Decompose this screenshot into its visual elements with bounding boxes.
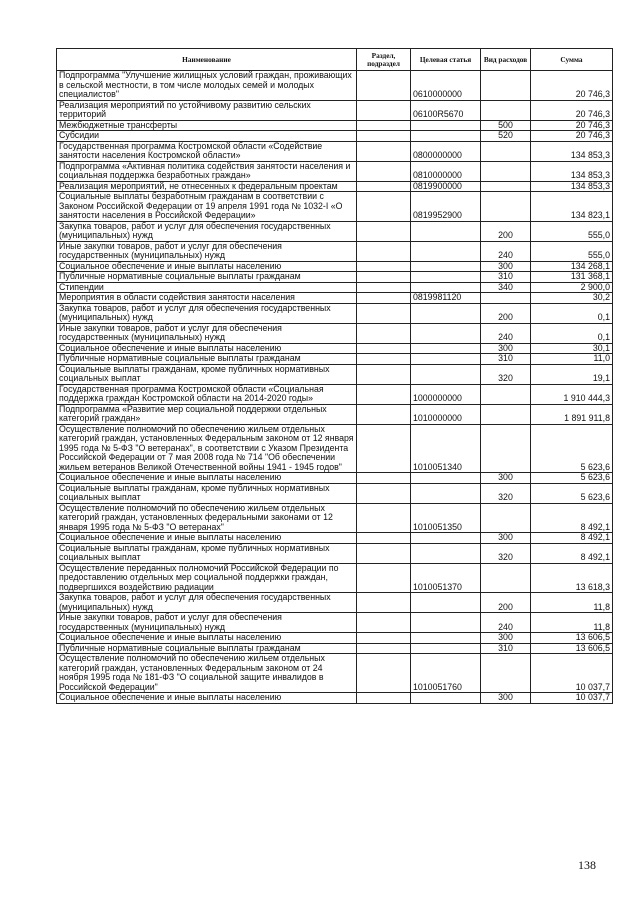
cell-kind: 240 xyxy=(481,613,531,633)
cell-name: Публичные нормативные социальные выплаты гражданам xyxy=(57,643,357,654)
cell-sum: 134 853,3 xyxy=(531,161,613,181)
cell-name: Социальные выплаты гражданам, кроме публичных нормативных социальных выплат xyxy=(57,364,357,384)
table-row xyxy=(57,221,613,241)
cell-target xyxy=(411,483,481,503)
table-row xyxy=(57,192,613,222)
cell-sum: 555,0 xyxy=(531,221,613,241)
cell-target xyxy=(411,120,481,131)
cell-sum: 5 623,6 xyxy=(531,473,613,484)
cell-sum: 20 746,3 xyxy=(531,71,613,101)
cell-target xyxy=(411,323,481,343)
cell-sum: 8 492,1 xyxy=(531,503,613,533)
page-number: 138 xyxy=(578,858,596,872)
cell-section xyxy=(357,282,411,293)
cell-target: 1010051350 xyxy=(411,503,481,533)
table-row xyxy=(57,563,613,593)
cell-section xyxy=(357,272,411,283)
cell-kind xyxy=(481,563,531,593)
cell-sum: 2 900,0 xyxy=(531,282,613,293)
cell-target: 06100R5670 xyxy=(411,100,481,120)
table-row xyxy=(57,261,613,272)
cell-sum: 11,8 xyxy=(531,593,613,613)
cell-target xyxy=(411,693,481,704)
table-row xyxy=(57,404,613,424)
table-row xyxy=(57,633,613,644)
cell-name: Реализация мероприятий по устойчивому развитию сельских территорий xyxy=(57,100,357,120)
cell-name: Межбюджетные трансферты xyxy=(57,120,357,131)
table-row xyxy=(57,131,613,142)
table-header-row xyxy=(57,49,613,71)
table-row xyxy=(57,272,613,283)
cell-name: Социальные выплаты гражданам, кроме публичных нормативных социальных выплат xyxy=(57,543,357,563)
cell-kind: 240 xyxy=(481,241,531,261)
cell-name: Осуществление полномочий по обеспечению жильем отдельных категорий граждан, установленных Федеральным законом от 12 января 1995 года № 5-ФЗ "О ветеранах", в соответствии с Указом Президента Российской Федерации от 7 мая 2008 года № 714 "Об обеспечении жильем ветеранов Великой Отечественной войны 1941 - 1945 годов" xyxy=(57,424,357,473)
cell-target: 0810000000 xyxy=(411,161,481,181)
cell-sum: 0,1 xyxy=(531,323,613,343)
cell-name: Подпрограмма "Улучшение жилищных условий граждан, проживающих в сельской местности, в том числе молодых семей и молодых специалистов" xyxy=(57,71,357,101)
cell-name: Мероприятия в области содействия занятости населения xyxy=(57,293,357,304)
cell-target xyxy=(411,131,481,142)
cell-section xyxy=(357,141,411,161)
cell-kind xyxy=(481,161,531,181)
cell-name: Закупка товаров, работ и услуг для обеспечения государственных (муниципальных) нужд xyxy=(57,593,357,613)
cell-sum: 134 823,1 xyxy=(531,192,613,222)
cell-section xyxy=(357,120,411,131)
cell-target xyxy=(411,241,481,261)
table-row xyxy=(57,613,613,633)
cell-name: Социальные выплаты гражданам, кроме публичных нормативных социальных выплат xyxy=(57,483,357,503)
cell-target xyxy=(411,364,481,384)
cell-kind: 300 xyxy=(481,533,531,544)
cell-section xyxy=(357,424,411,473)
table-body xyxy=(57,71,613,704)
cell-section xyxy=(357,241,411,261)
cell-sum: 8 492,1 xyxy=(531,543,613,563)
cell-name: Государственная программа Костромской области «Содействие занятости населения Костромской области» xyxy=(57,141,357,161)
table-row xyxy=(57,593,613,613)
cell-kind: 320 xyxy=(481,364,531,384)
cell-target xyxy=(411,303,481,323)
cell-name: Осуществление полномочий по обеспечению жильем отдельных категорий граждан, установленных Федеральным законом от 24 ноября 1995 года № 181-ФЗ "О социальной защите инвалидов в Российской Федерации" xyxy=(57,654,357,693)
cell-target: 0819900000 xyxy=(411,181,481,192)
header-name: Наименование xyxy=(57,49,357,71)
cell-name: Социальное обеспечение и иные выплаты населению xyxy=(57,261,357,272)
cell-target xyxy=(411,633,481,644)
cell-kind: 320 xyxy=(481,483,531,503)
cell-kind xyxy=(481,654,531,693)
cell-sum: 1 910 444,3 xyxy=(531,384,613,404)
cell-section xyxy=(357,593,411,613)
cell-sum: 1 891 911,8 xyxy=(531,404,613,424)
cell-target xyxy=(411,221,481,241)
cell-section xyxy=(357,161,411,181)
cell-name: Социальное обеспечение и иные выплаты населению xyxy=(57,633,357,644)
table-row xyxy=(57,141,613,161)
cell-kind xyxy=(481,100,531,120)
cell-kind: 310 xyxy=(481,272,531,283)
cell-name: Подпрограмма «Развитие мер социальной поддержки отдельных категорий граждан» xyxy=(57,404,357,424)
table-row xyxy=(57,533,613,544)
cell-kind: 300 xyxy=(481,693,531,704)
cell-kind: 200 xyxy=(481,221,531,241)
cell-kind xyxy=(481,503,531,533)
cell-sum: 19,1 xyxy=(531,364,613,384)
cell-kind: 300 xyxy=(481,261,531,272)
cell-sum: 20 746,3 xyxy=(531,100,613,120)
cell-target: 0819981120 xyxy=(411,293,481,304)
table-row xyxy=(57,354,613,365)
cell-section xyxy=(357,221,411,241)
cell-target xyxy=(411,473,481,484)
cell-section xyxy=(357,693,411,704)
cell-kind xyxy=(481,71,531,101)
cell-section xyxy=(357,384,411,404)
cell-section xyxy=(357,293,411,304)
cell-kind: 310 xyxy=(481,354,531,365)
table-row xyxy=(57,364,613,384)
cell-target: 1010051370 xyxy=(411,563,481,593)
cell-sum: 13 618,3 xyxy=(531,563,613,593)
table-row xyxy=(57,343,613,354)
cell-kind xyxy=(481,192,531,222)
table-row xyxy=(57,693,613,704)
cell-section xyxy=(357,303,411,323)
cell-section xyxy=(357,181,411,192)
table-row xyxy=(57,100,613,120)
table-row xyxy=(57,543,613,563)
cell-name: Стипендии xyxy=(57,282,357,293)
table-row xyxy=(57,181,613,192)
table-row xyxy=(57,643,613,654)
header-section: Раздел, подраздел xyxy=(357,49,411,71)
cell-target: 0800000000 xyxy=(411,141,481,161)
cell-kind: 300 xyxy=(481,343,531,354)
cell-section xyxy=(357,483,411,503)
cell-target xyxy=(411,643,481,654)
cell-sum: 8 492,1 xyxy=(531,533,613,544)
cell-target xyxy=(411,354,481,365)
cell-kind: 340 xyxy=(481,282,531,293)
cell-section xyxy=(357,633,411,644)
cell-name: Иные закупки товаров, работ и услуг для обеспечения государственных (муниципальных) нужд xyxy=(57,323,357,343)
cell-target xyxy=(411,593,481,613)
cell-target xyxy=(411,282,481,293)
table-row xyxy=(57,424,613,473)
table-row xyxy=(57,241,613,261)
cell-section xyxy=(357,643,411,654)
cell-section xyxy=(357,533,411,544)
cell-name: Закупка товаров, работ и услуг для обеспечения государственных (муниципальных) нужд xyxy=(57,221,357,241)
cell-kind: 200 xyxy=(481,303,531,323)
cell-name: Реализация мероприятий, не отнесенных к федеральным проектам xyxy=(57,181,357,192)
table-row xyxy=(57,282,613,293)
cell-section xyxy=(357,473,411,484)
budget-sheet xyxy=(56,48,612,704)
cell-kind: 310 xyxy=(481,643,531,654)
table-row xyxy=(57,120,613,131)
cell-section xyxy=(357,261,411,272)
cell-name: Субсидии xyxy=(57,131,357,142)
cell-kind: 320 xyxy=(481,543,531,563)
table-row xyxy=(57,483,613,503)
cell-sum: 134 853,3 xyxy=(531,141,613,161)
cell-section xyxy=(357,613,411,633)
cell-section xyxy=(357,503,411,533)
cell-sum: 0,1 xyxy=(531,303,613,323)
cell-name: Иные закупки товаров, работ и услуг для обеспечения государственных (муниципальных) нужд xyxy=(57,613,357,633)
cell-target: 1010000000 xyxy=(411,404,481,424)
cell-sum: 5 623,6 xyxy=(531,424,613,473)
header-target: Целевая статья xyxy=(411,49,481,71)
cell-name: Социальные выплаты безработным гражданам в соответствии с Законом Российской Федерации от 19 апреля 1991 года № 1032-I «О занятости населения в Российской Федерации» xyxy=(57,192,357,222)
cell-kind: 300 xyxy=(481,633,531,644)
cell-sum: 10 037,7 xyxy=(531,654,613,693)
cell-section xyxy=(357,323,411,343)
cell-kind: 520 xyxy=(481,131,531,142)
cell-sum: 13 606,5 xyxy=(531,643,613,654)
cell-section xyxy=(357,131,411,142)
cell-section xyxy=(357,654,411,693)
cell-sum: 30,1 xyxy=(531,343,613,354)
cell-kind: 500 xyxy=(481,120,531,131)
cell-section xyxy=(357,100,411,120)
cell-name: Закупка товаров, работ и услуг для обеспечения государственных (муниципальных) нужд xyxy=(57,303,357,323)
cell-target xyxy=(411,261,481,272)
cell-name: Подпрограмма «Активная политика содействия занятости населения и социальная поддержка безработных граждан» xyxy=(57,161,357,181)
cell-section xyxy=(357,364,411,384)
cell-sum: 5 623,6 xyxy=(531,483,613,503)
cell-target: 1000000000 xyxy=(411,384,481,404)
cell-name: Публичные нормативные социальные выплаты гражданам xyxy=(57,354,357,365)
cell-kind xyxy=(481,424,531,473)
cell-name: Государственная программа Костромской области «Социальная поддержка граждан Костромской области на 2014-2020 годы» xyxy=(57,384,357,404)
cell-name: Осуществление переданных полномочий Российской Федерации по предоставлению отдельных мер социальной поддержки граждан, подвергшихся воздействию радиации xyxy=(57,563,357,593)
table-row xyxy=(57,323,613,343)
cell-section xyxy=(357,192,411,222)
cell-sum: 555,0 xyxy=(531,241,613,261)
cell-section xyxy=(357,343,411,354)
cell-section xyxy=(357,404,411,424)
cell-sum: 30,2 xyxy=(531,293,613,304)
cell-target: 0819952900 xyxy=(411,192,481,222)
budget-table xyxy=(56,48,613,704)
cell-kind xyxy=(481,141,531,161)
table-row xyxy=(57,293,613,304)
header-sum: Сумма xyxy=(531,49,613,71)
cell-section xyxy=(357,543,411,563)
cell-kind xyxy=(481,384,531,404)
cell-target: 1010051340 xyxy=(411,424,481,473)
cell-target: 0610000000 xyxy=(411,71,481,101)
cell-kind: 200 xyxy=(481,593,531,613)
header-kind: Вид расходов xyxy=(481,49,531,71)
cell-name: Социальное обеспечение и иные выплаты населению xyxy=(57,473,357,484)
cell-target xyxy=(411,543,481,563)
table-row xyxy=(57,71,613,101)
cell-sum: 20 746,3 xyxy=(531,120,613,131)
cell-sum: 13 606,5 xyxy=(531,633,613,644)
cell-name: Социальное обеспечение и иные выплаты населению xyxy=(57,693,357,704)
cell-name: Социальное обеспечение и иные выплаты населению xyxy=(57,343,357,354)
table-row xyxy=(57,161,613,181)
cell-target xyxy=(411,343,481,354)
cell-sum: 131 368,1 xyxy=(531,272,613,283)
cell-sum: 134 853,3 xyxy=(531,181,613,192)
table-row xyxy=(57,384,613,404)
table-row xyxy=(57,503,613,533)
cell-kind xyxy=(481,404,531,424)
cell-name: Социальное обеспечение и иные выплаты населению xyxy=(57,533,357,544)
cell-name: Иные закупки товаров, работ и услуг для обеспечения государственных (муниципальных) нужд xyxy=(57,241,357,261)
cell-target: 1010051760 xyxy=(411,654,481,693)
cell-target xyxy=(411,533,481,544)
cell-name: Публичные нормативные социальные выплаты гражданам xyxy=(57,272,357,283)
cell-target xyxy=(411,272,481,283)
cell-sum: 10 037,7 xyxy=(531,693,613,704)
table-row xyxy=(57,654,613,693)
cell-section xyxy=(357,354,411,365)
cell-section xyxy=(357,563,411,593)
cell-target xyxy=(411,613,481,633)
cell-kind: 240 xyxy=(481,323,531,343)
cell-kind xyxy=(481,181,531,192)
cell-sum: 11,0 xyxy=(531,354,613,365)
cell-section xyxy=(357,71,411,101)
table-row xyxy=(57,303,613,323)
cell-sum: 20 746,3 xyxy=(531,131,613,142)
cell-name: Осуществление полномочий по обеспечению жильем отдельных категорий граждан, установленных федеральными законами от 12 января 1995 года № 5-ФЗ "О ветеранах" xyxy=(57,503,357,533)
cell-kind: 300 xyxy=(481,473,531,484)
cell-sum: 11,8 xyxy=(531,613,613,633)
cell-kind xyxy=(481,293,531,304)
table-row xyxy=(57,473,613,484)
cell-sum: 134 268,1 xyxy=(531,261,613,272)
